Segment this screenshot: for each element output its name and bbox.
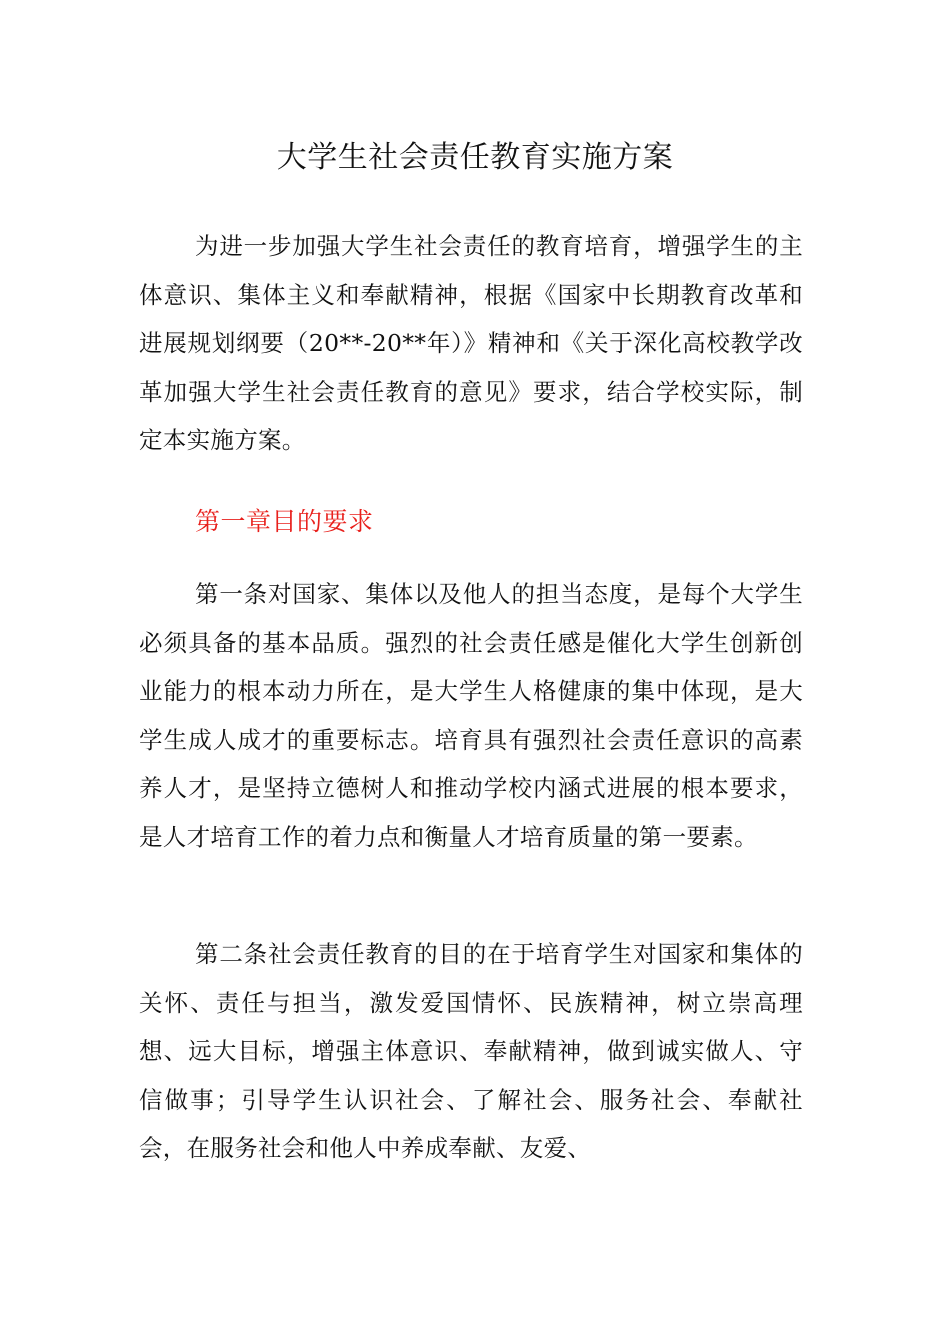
intro-paragraph: 为进一步加强大学生社会责任的教育培育，增强学生的主体意识、集体主义和奉献精神，根据《国家中长期教育改革和进展规划纲要（20**-20**年）》精神和《关于深化高校教学改革加强大学生社会责任教育的意见》要求，结合学校实际，制定本实施方案。 bbox=[139, 232, 803, 454]
chapter-heading: 第一章目的要求 bbox=[195, 507, 374, 536]
article-paragraph-2: 第二条社会责任教育的目的在于培育学生对国家和集体的关怀、责任与担当，激发爱国情怀、民族精神，树立崇高理想、远大目标，增强主体意识、奉献精神，做到诚实做人、守信做事；引导学生认识社会、了解社会、服务社会、奉献社会，在服务社会和他人中养成奉献、友爱、 bbox=[139, 940, 803, 1162]
article-paragraph-1: 第一条对国家、集体以及他人的担当态度，是每个大学生必须具备的基本品质。强烈的社会责任感是催化大学生创新创业能力的根本动力所在，是大学生人格健康的集中体现，是大学生成人成才的重要标志。培育具有强烈社会责任意识的高素养人才，是坚持立德树人和推动学校内涵式进展的根本要求，是人才培育工作的着力点和衡量人才培育质量的第一要素。 bbox=[139, 580, 803, 851]
document-title: 大学生社会责任教育实施方案 bbox=[276, 140, 674, 175]
